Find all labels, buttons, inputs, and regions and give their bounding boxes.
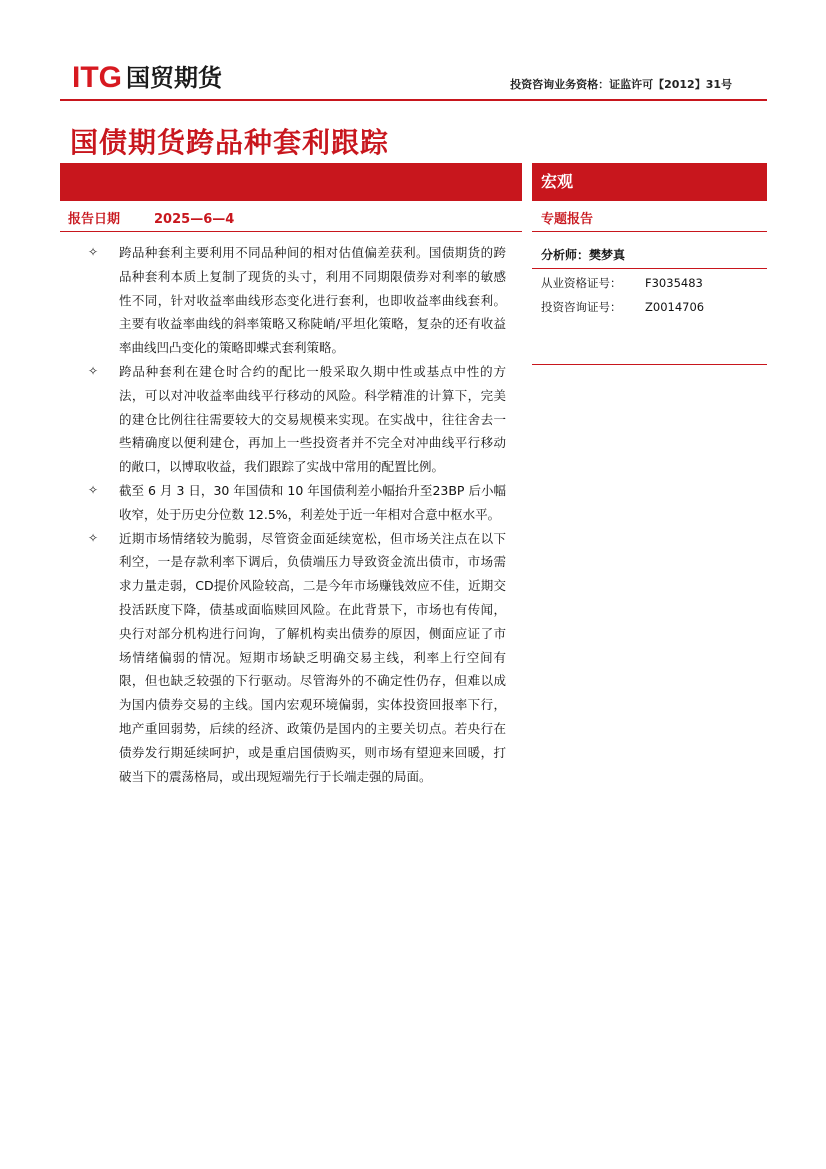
analyst-section-divider [532,364,767,365]
cert-value: Z0014706 [645,300,705,314]
summary-text: 截至 6 月 3 日，30 年国债和 10 年国债利差小幅抬升至23BP 后小幅收窄，处于历史分位数 12.5%，利差处于近一年相对合意中枢水平。 [119,482,506,522]
cert-value: F3035483 [645,276,703,290]
report-title: 国债期货跨品种套利跟踪 [70,126,390,159]
summary-item [86,360,506,479]
license-text: 投资咨询业务资格：证监许可【2012】31号 [510,78,732,91]
diamond-bullet-icon: ✧ [88,530,99,545]
cert-label: 从业资格证号： [541,276,622,290]
summary-item [86,527,506,789]
advisory-cert [541,299,704,315]
cert-label: 投资咨询证号： [541,300,622,314]
date-divider [60,231,522,232]
diamond-bullet-icon: ✧ [88,482,99,497]
analyst-name: 分析师：樊梦真 [541,248,626,262]
title-banner [60,163,522,201]
report-date [68,208,234,227]
summary-list [86,241,506,788]
summary-text: 跨品种套利主要利用不同品种间的相对估值偏差获利。国债期货的跨品种套利本质上复制了现货的头寸，利用不同期限债券对利率的敏感性不同，针对收益率曲线形态变化进行套利，也即收益率曲线套利。主要有收益率曲线的斜率策略又称陡峭/平坦化策略，复杂的还有收益率曲线凹凸变化的策略即蝶式套利策略。 [119,245,506,356]
report-type: 专题报告 [541,212,594,227]
report-date-label: 报告日期 [68,212,121,227]
analyst-divider [532,268,767,269]
company-logo [72,62,222,94]
summary-item [86,241,506,360]
report-type-divider [532,231,767,232]
summary-text: 跨品种套利在建仓时合约的配比一般采取久期中性或基点中性的方法，可以对冲收益率曲线平行移动的风险。科学精准的计算下，完美的建仓比例往往需要较大的交易规模来实现。在实战中，往往舍去一些精确度以便利建仓，再加上一些投资者并不完全对冲曲线平行移动的敞口，以博取收益，我们跟踪了实战中常用的配置比例。 [119,363,506,475]
category-label: 宏观 [541,172,574,191]
diamond-bullet-icon: ✧ [88,363,99,378]
qualification-cert [541,275,703,291]
summary-item [86,479,506,527]
logo-company-name: 国贸期货 [126,64,222,92]
report-date-value: 2025—6—4 [154,212,235,227]
logo-mark: ITG [72,61,122,94]
diamond-bullet-icon: ✧ [88,245,99,259]
summary-text: 近期市场情绪较为脆弱，尽管资金面延续宽松，但市场关注点在以下利空，一是存款利率下调后，负债端压力导致资金流出债市，市场需求力量走弱，CD提价风险较高，二是今年市场赚钱效应不佳，近期交投活跃度下降，债基或面临赎回风险。在此背景下，市场也有传闻，央行对部分机构进行问询，了解机构卖出债券的原因，侧面应证了市场情绪偏弱的情况。短期市场缺乏明确交易主线，利率上行空间有限，但也缺乏较强的下行驱动。尽管海外的不确定性仍存，但难以成为国内债券交易的主线。国内宏观环境偏弱，实体投资回报率下行，地产重回弱势，后续的经济、政策仍是国内的主要关切点。若央行在债券发行期延续呵护，或是重启国债购买，则市场有望迎来回暖，打破当下的震荡格局，或出现短端先行于长端走强的局面。 [119,530,506,784]
header-divider [60,99,767,101]
